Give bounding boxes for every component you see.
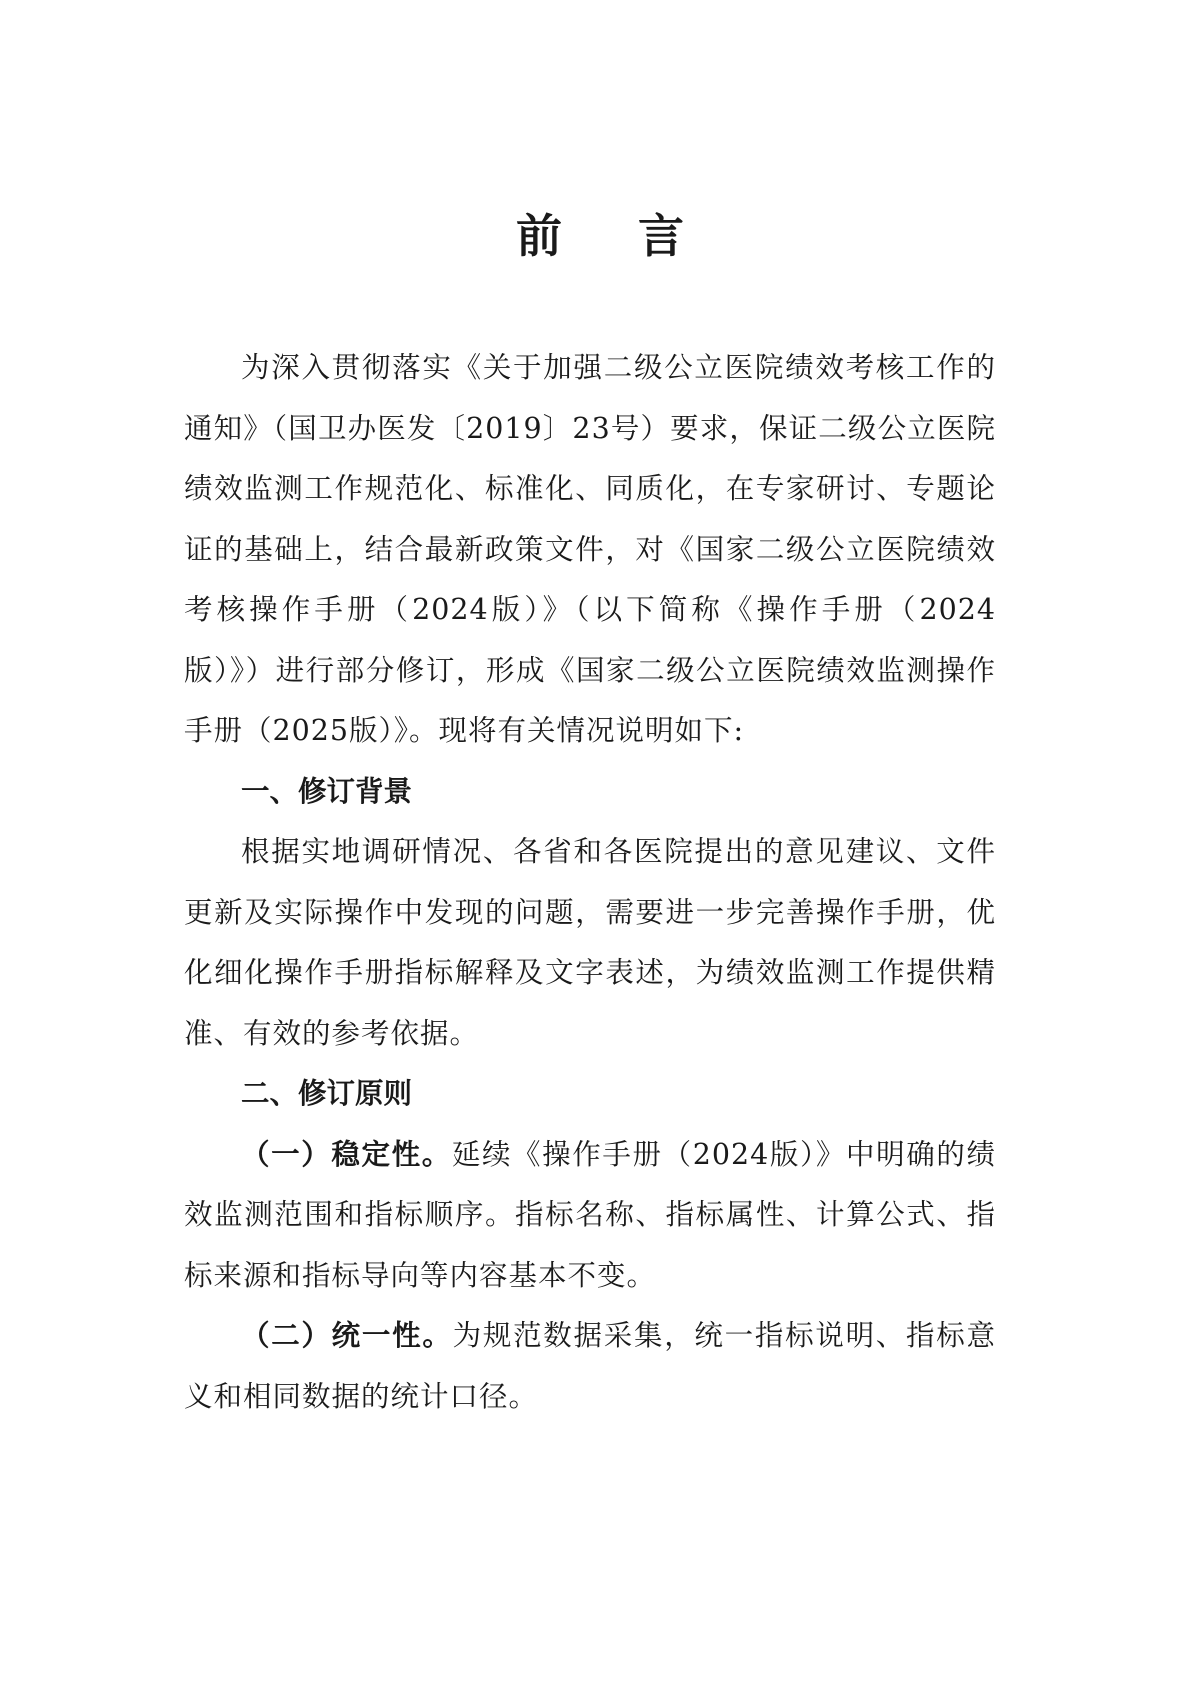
- principle-uniformity-text: 为规范数据采集，统一指标说明、指标意义和相同数据的统计口径。: [184, 1319, 996, 1413]
- principle-stability-paragraph: [184, 1125, 996, 1307]
- page-title: 前 言: [515, 209, 714, 263]
- intro-paragraph: 为深入贯彻落实《关于加强二级公立医院绩效考核工作的通知》（国卫办医发〔2019〕23号）要求，保证二级公立医院绩效监测工作规范化、标准化、同质化，在专家研讨、专题论证的基础上，结合最新政策文件，对《国家二级公立医院绩效考核操作手册（2024版）》（以下简称《操作手册（2024版）》）进行部分修订，形成《国家二级公立医院绩效监测操作手册（2025版）》。现将有关情况说明如下:: [184, 351, 996, 747]
- background-paragraph: 根据实地调研情况、各省和各医院提出的意见建议、文件更新及实际操作中发现的问题，需要进一步完善操作手册，优化细化操作手册指标解释及文字表述，为绩效监测工作提供精准、有效的参考依据。: [184, 835, 996, 1050]
- section-heading-principles: 二、修订原则: [241, 1077, 413, 1110]
- principle-uniformity-paragraph: [184, 1306, 996, 1427]
- principle-uniformity-lead: （二）统一性。: [241, 1319, 453, 1352]
- section-heading-background: 一、修订背景: [241, 774, 413, 808]
- principle-stability-lead: （一）稳定性。: [241, 1137, 452, 1171]
- principle-stability-text: 延续《操作手册（2024版）》中明确的绩效监测范围和指标顺序。指标名称、指标属性、计算公式、指标来源和指标导向等内容基本不变。: [184, 1137, 996, 1292]
- document-body: [184, 338, 996, 1427]
